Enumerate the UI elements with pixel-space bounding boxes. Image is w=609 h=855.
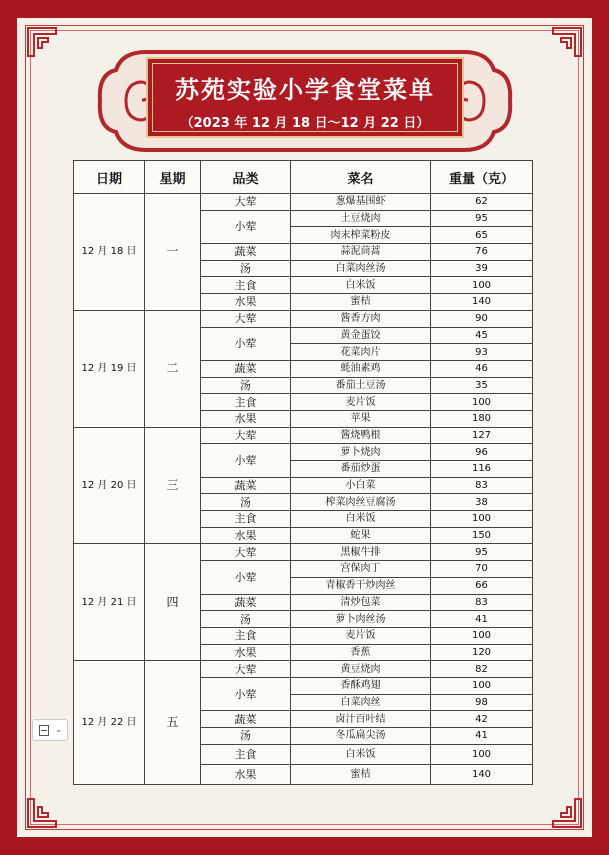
weight-cell: 100 bbox=[431, 744, 533, 764]
category-cell: 大荤 bbox=[201, 544, 291, 561]
weight-cell: 83 bbox=[431, 477, 533, 494]
weight-cell: 100 bbox=[431, 627, 533, 644]
dish-cell: 蚝油素鸡 bbox=[291, 360, 431, 377]
weight-cell: 66 bbox=[431, 577, 533, 594]
category-cell: 主食 bbox=[201, 627, 291, 644]
dish-cell: 苹果 bbox=[291, 410, 431, 427]
title-banner bbox=[146, 57, 464, 138]
weekday-cell: 一 bbox=[145, 194, 201, 311]
category-cell: 水果 bbox=[201, 410, 291, 427]
weight-cell: 41 bbox=[431, 611, 533, 628]
dish-cell: 小白菜 bbox=[291, 477, 431, 494]
dish-cell: 白菜肉丝 bbox=[291, 694, 431, 711]
weight-cell: 140 bbox=[431, 294, 533, 311]
weight-cell: 127 bbox=[431, 427, 533, 444]
table-row bbox=[74, 427, 533, 444]
weight-cell: 95 bbox=[431, 544, 533, 561]
date-cell: 12 月 22 日 bbox=[74, 661, 145, 784]
dish-cell: 清炒包菜 bbox=[291, 594, 431, 611]
dish-cell: 榨菜肉丝豆腐汤 bbox=[291, 494, 431, 511]
weekday-cell: 四 bbox=[145, 544, 201, 661]
date-cell: 12 月 21 日 bbox=[74, 544, 145, 661]
category-cell: 蔬菜 bbox=[201, 360, 291, 377]
weight-cell: 100 bbox=[431, 277, 533, 294]
dish-cell: 香蕉 bbox=[291, 644, 431, 661]
category-cell: 大荤 bbox=[201, 661, 291, 678]
chevron-down-icon: ⌄ bbox=[55, 725, 63, 735]
dish-cell: 黄豆烧肉 bbox=[291, 661, 431, 678]
dish-cell: 白米饭 bbox=[291, 511, 431, 528]
table-row bbox=[74, 661, 533, 678]
category-cell: 汤 bbox=[201, 494, 291, 511]
weight-cell: 93 bbox=[431, 344, 533, 361]
page-title: 苏苑实验小学食堂菜单 bbox=[175, 76, 435, 104]
category-cell: 小荤 bbox=[201, 327, 291, 360]
dish-cell: 肉末榨菜粉皮 bbox=[291, 227, 431, 244]
dish-cell: 酱香方肉 bbox=[291, 310, 431, 327]
dish-cell: 白米饭 bbox=[291, 744, 431, 764]
dish-cell: 黑椒牛排 bbox=[291, 544, 431, 561]
weight-cell: 150 bbox=[431, 527, 533, 544]
dish-cell: 蛇果 bbox=[291, 527, 431, 544]
dish-cell: 麦片饭 bbox=[291, 627, 431, 644]
dish-cell: 卤汁百叶结 bbox=[291, 711, 431, 728]
dish-cell: 青椒香干炒肉丝 bbox=[291, 577, 431, 594]
weight-cell: 35 bbox=[431, 377, 533, 394]
corner-ornament-top-left bbox=[26, 26, 66, 66]
weekday-cell: 二 bbox=[145, 310, 201, 427]
weekday-cell: 五 bbox=[145, 661, 201, 784]
weight-cell: 100 bbox=[431, 394, 533, 411]
date-range-subtitle: （2023 年 12 月 18 日～12 月 22 日） bbox=[180, 116, 430, 131]
category-cell: 小荤 bbox=[201, 444, 291, 477]
dish-cell: 番茄土豆汤 bbox=[291, 377, 431, 394]
table-row bbox=[74, 194, 533, 211]
table-header-row bbox=[74, 161, 533, 194]
dish-cell: 蜜桔 bbox=[291, 294, 431, 311]
weight-cell: 98 bbox=[431, 694, 533, 711]
category-cell: 水果 bbox=[201, 527, 291, 544]
category-cell: 汤 bbox=[201, 260, 291, 277]
category-cell: 汤 bbox=[201, 377, 291, 394]
category-cell: 汤 bbox=[201, 611, 291, 628]
header-category: 品类 bbox=[201, 161, 291, 194]
corner-ornament-bottom-right bbox=[543, 789, 583, 829]
category-cell: 大荤 bbox=[201, 194, 291, 211]
category-cell: 蔬菜 bbox=[201, 477, 291, 494]
category-cell: 主食 bbox=[201, 394, 291, 411]
weight-cell: 42 bbox=[431, 711, 533, 728]
category-cell: 大荤 bbox=[201, 427, 291, 444]
dish-cell: 萝卜肉丝汤 bbox=[291, 611, 431, 628]
weight-cell: 46 bbox=[431, 360, 533, 377]
weight-cell: 45 bbox=[431, 327, 533, 344]
category-cell: 汤 bbox=[201, 728, 291, 745]
category-cell: 蔬菜 bbox=[201, 594, 291, 611]
dish-cell: 蒜泥茼蒿 bbox=[291, 244, 431, 261]
category-cell: 水果 bbox=[201, 644, 291, 661]
dish-cell: 香酥鸡翅 bbox=[291, 677, 431, 694]
category-cell: 水果 bbox=[201, 764, 291, 784]
category-cell: 小荤 bbox=[201, 561, 291, 594]
weight-cell: 180 bbox=[431, 410, 533, 427]
dish-cell: 冬瓜扁尖汤 bbox=[291, 728, 431, 745]
weight-cell: 90 bbox=[431, 310, 533, 327]
menu-table bbox=[73, 160, 533, 785]
dish-cell: 白菜肉丝汤 bbox=[291, 260, 431, 277]
weight-cell: 116 bbox=[431, 461, 533, 478]
header-weight: 重量（克） bbox=[431, 161, 533, 194]
date-cell: 12 月 20 日 bbox=[74, 427, 145, 544]
weight-cell: 39 bbox=[431, 260, 533, 277]
weight-cell: 70 bbox=[431, 561, 533, 578]
dish-cell: 蜜桔 bbox=[291, 764, 431, 784]
weight-cell: 96 bbox=[431, 444, 533, 461]
corner-ornament-top-right bbox=[543, 26, 583, 66]
table-row bbox=[74, 310, 533, 327]
dish-cell: 黄金蛋饺 bbox=[291, 327, 431, 344]
dish-cell: 番茄炒蛋 bbox=[291, 461, 431, 478]
date-cell: 12 月 19 日 bbox=[74, 310, 145, 427]
weight-cell: 100 bbox=[431, 511, 533, 528]
date-cell: 12 月 18 日 bbox=[74, 194, 145, 311]
dish-cell: 白米饭 bbox=[291, 277, 431, 294]
weight-cell: 65 bbox=[431, 227, 533, 244]
dish-cell: 麦片饭 bbox=[291, 394, 431, 411]
weight-cell: 41 bbox=[431, 728, 533, 745]
weight-cell: 76 bbox=[431, 244, 533, 261]
category-cell: 大荤 bbox=[201, 310, 291, 327]
weight-cell: 140 bbox=[431, 764, 533, 784]
category-cell: 小荤 bbox=[201, 677, 291, 710]
weight-cell: 95 bbox=[431, 210, 533, 227]
header-weekday: 星期 bbox=[145, 161, 201, 194]
category-cell: 小荤 bbox=[201, 210, 291, 243]
dish-cell: 花菜肉片 bbox=[291, 344, 431, 361]
category-cell: 水果 bbox=[201, 294, 291, 311]
dish-cell: 葱爆基围虾 bbox=[291, 194, 431, 211]
layout-options-button[interactable] bbox=[32, 719, 68, 741]
dish-cell: 宫保肉丁 bbox=[291, 561, 431, 578]
weight-cell: 100 bbox=[431, 677, 533, 694]
category-cell: 主食 bbox=[201, 744, 291, 764]
weight-cell: 120 bbox=[431, 644, 533, 661]
header-date: 日期 bbox=[74, 161, 145, 194]
weight-cell: 62 bbox=[431, 194, 533, 211]
layout-icon bbox=[39, 725, 49, 736]
category-cell: 主食 bbox=[201, 277, 291, 294]
weight-cell: 83 bbox=[431, 594, 533, 611]
weekday-cell: 三 bbox=[145, 427, 201, 544]
category-cell: 蔬菜 bbox=[201, 244, 291, 261]
weight-cell: 38 bbox=[431, 494, 533, 511]
corner-ornament-bottom-left bbox=[26, 789, 66, 829]
header-dish: 菜名 bbox=[291, 161, 431, 194]
dish-cell: 土豆烧肉 bbox=[291, 210, 431, 227]
dish-cell: 酱烧鸭根 bbox=[291, 427, 431, 444]
dish-cell: 萝卜烧肉 bbox=[291, 444, 431, 461]
table-row bbox=[74, 544, 533, 561]
category-cell: 蔬菜 bbox=[201, 711, 291, 728]
category-cell: 主食 bbox=[201, 511, 291, 528]
weight-cell: 82 bbox=[431, 661, 533, 678]
